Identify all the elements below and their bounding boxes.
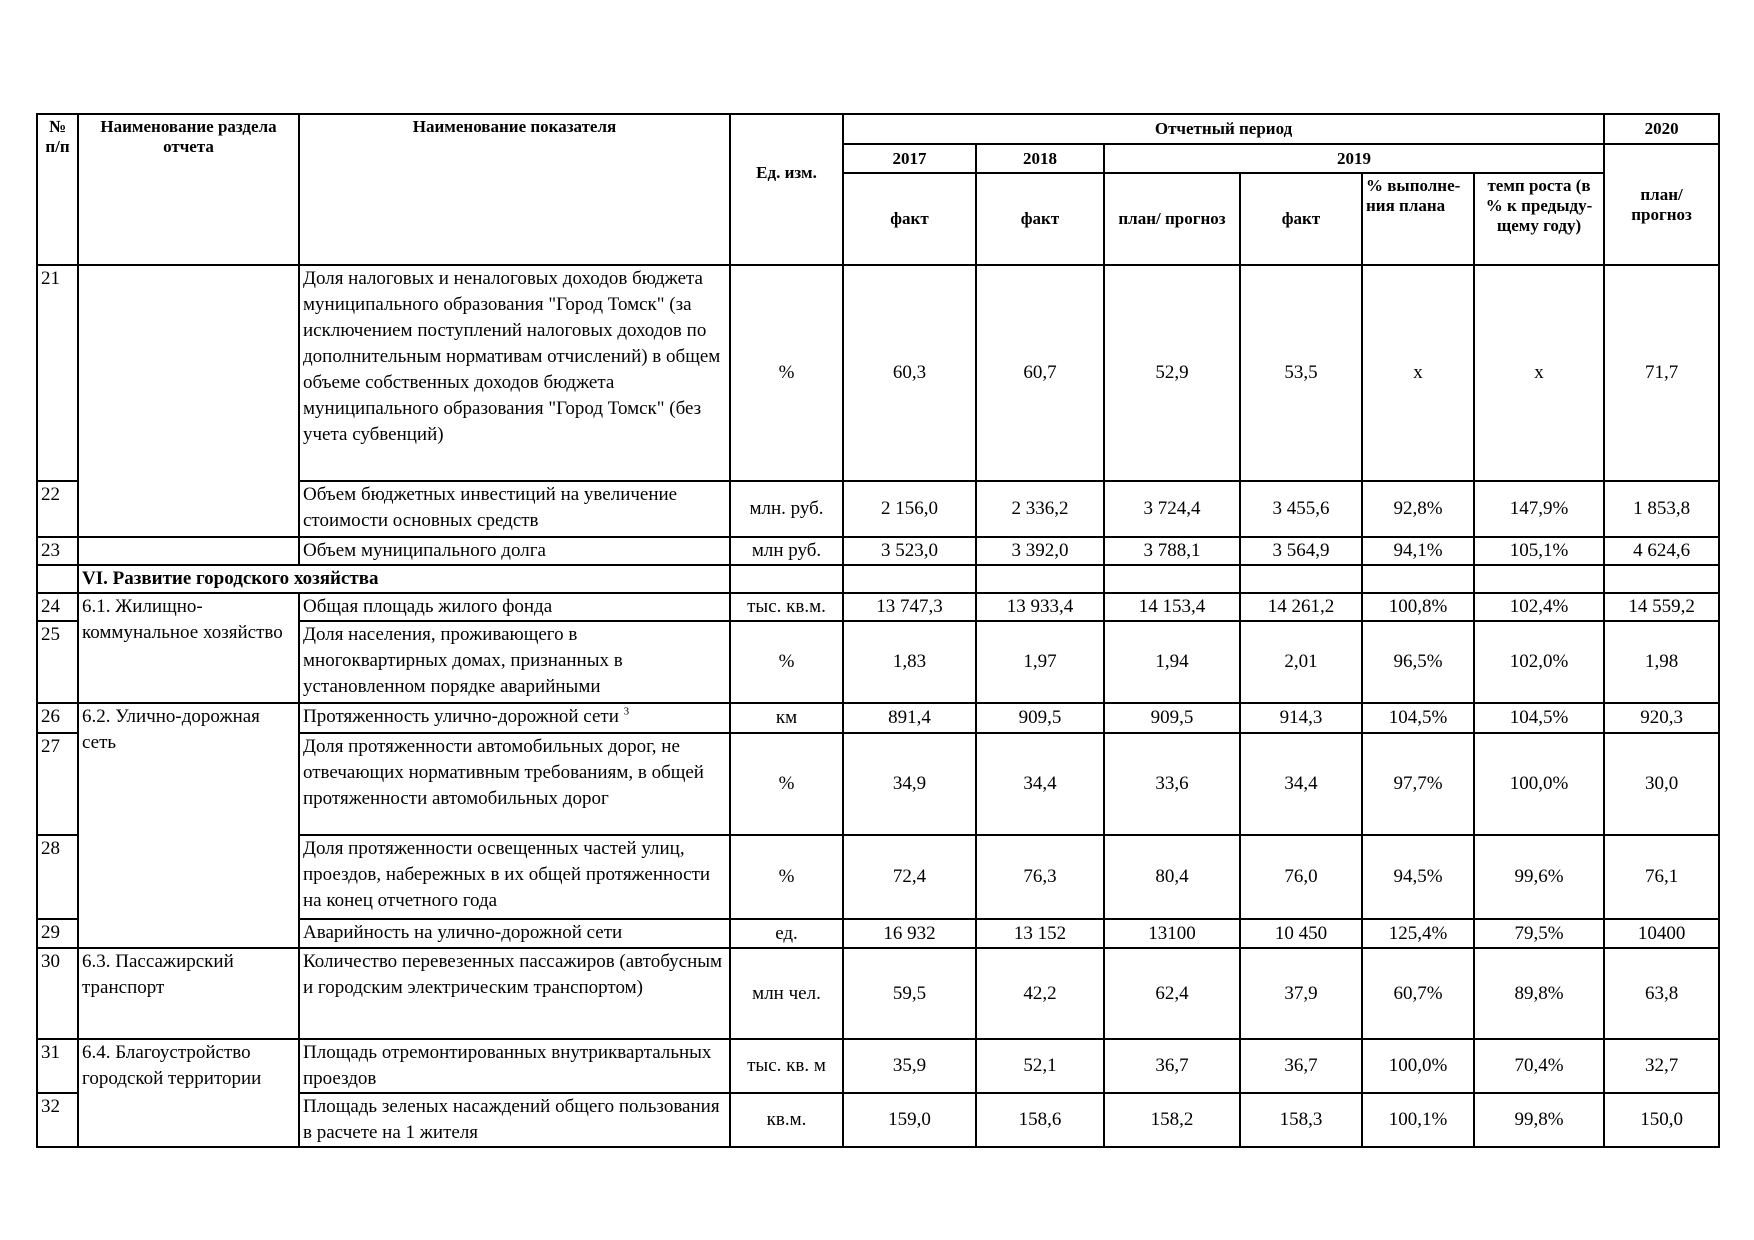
plan-2020: 32,7 xyxy=(1604,1039,1719,1093)
fact-2019: 158,3 xyxy=(1240,1093,1362,1147)
growth-rate: 147,9% xyxy=(1474,481,1604,537)
plan-2020: 4 624,6 xyxy=(1604,537,1719,565)
row-num: 25 xyxy=(37,621,78,703)
fact-2019: 914,3 xyxy=(1240,703,1362,733)
header-fact-2018: факт xyxy=(976,173,1104,265)
indicator-name: Площадь отремонтированных внутриквартальных проездов xyxy=(299,1039,730,1093)
fact-2018: 42,2 xyxy=(976,948,1104,1039)
row-num: 28 xyxy=(37,835,78,919)
unit: млн руб. xyxy=(730,537,843,565)
row-num: 26 xyxy=(37,703,78,733)
section-title: VI. Развитие городского хозяйства xyxy=(78,565,730,593)
subsection-name: 6.4. Благоустройство городской территории xyxy=(78,1039,299,1147)
row-num: 21 xyxy=(37,265,78,481)
fact-2019: 53,5 xyxy=(1240,265,1362,481)
table-row xyxy=(37,948,1719,1039)
section-row xyxy=(37,565,1719,593)
unit: % xyxy=(730,265,843,481)
indicator-name: Объем муниципального долга xyxy=(299,537,730,565)
fact-2017: 34,9 xyxy=(843,733,976,835)
plan-2019: 13100 xyxy=(1104,919,1240,948)
header-2019: 2019 xyxy=(1104,144,1604,173)
indicator-text: Протяженность улично-дорожной сети xyxy=(303,706,619,727)
plan-2019: 14 153,4 xyxy=(1104,593,1240,621)
fact-2017: 60,3 xyxy=(843,265,976,481)
unit: млн. руб. xyxy=(730,481,843,537)
plan-2019: 36,7 xyxy=(1104,1039,1240,1093)
fact-2019: 2,01 xyxy=(1240,621,1362,703)
fact-2018: 76,3 xyxy=(976,835,1104,919)
plan-2020: 150,0 xyxy=(1604,1093,1719,1147)
row-num: 24 xyxy=(37,593,78,621)
header-row-1 xyxy=(37,114,1719,144)
plan-2020: 10400 xyxy=(1604,919,1719,948)
fact-2018: 2 336,2 xyxy=(976,481,1104,537)
fact-2017: 59,5 xyxy=(843,948,976,1039)
pct-done: 100,1% xyxy=(1362,1093,1474,1147)
subsection-name: 6.2. Улично-дорожная сеть xyxy=(78,703,299,948)
fact-2017: 35,9 xyxy=(843,1039,976,1093)
fact-2018: 1,97 xyxy=(976,621,1104,703)
unit: % xyxy=(730,733,843,835)
plan-2020: 1 853,8 xyxy=(1604,481,1719,537)
growth-rate: 89,8% xyxy=(1474,948,1604,1039)
header-period: Отчетный период xyxy=(843,114,1604,144)
unit: % xyxy=(730,835,843,919)
header-plan-2019: план/ прогноз xyxy=(1104,173,1240,265)
empty-cell xyxy=(730,565,843,593)
empty-cell xyxy=(1362,565,1474,593)
growth-rate: 100,0% xyxy=(1474,733,1604,835)
pct-done: 100,0% xyxy=(1362,1039,1474,1093)
pct-done: 60,7% xyxy=(1362,948,1474,1039)
pct-done: 94,1% xyxy=(1362,537,1474,565)
fact-2018: 13 933,4 xyxy=(976,593,1104,621)
fact-2019: 34,4 xyxy=(1240,733,1362,835)
header-growth: темп роста (в % к предыду-щему году) xyxy=(1474,173,1604,265)
indicator-name: Доля протяженности автомобильных дорог, не отвечающих нормативным требованиям, в общей протяженности автомобильных дорог xyxy=(299,733,730,835)
pct-done: 97,7% xyxy=(1362,733,1474,835)
plan-2020: 76,1 xyxy=(1604,835,1719,919)
header-2018: 2018 xyxy=(976,144,1104,173)
table-row xyxy=(37,537,1719,565)
table-row xyxy=(37,703,1719,733)
indicator-name: Площадь зеленых насаждений общего пользования в расчете на 1 жителя xyxy=(299,1093,730,1147)
plan-2019: 33,6 xyxy=(1104,733,1240,835)
footnote-marker: 3 xyxy=(623,705,630,718)
header-unit: Ед. изм. xyxy=(730,114,843,265)
fact-2019: 37,9 xyxy=(1240,948,1362,1039)
fact-2018: 52,1 xyxy=(976,1039,1104,1093)
indicator-name xyxy=(299,703,730,733)
growth-rate: 70,4% xyxy=(1474,1039,1604,1093)
unit: тыс. кв.м. xyxy=(730,593,843,621)
table-row xyxy=(37,1039,1719,1093)
growth-rate: 99,6% xyxy=(1474,835,1604,919)
plan-2020: 30,0 xyxy=(1604,733,1719,835)
unit: % xyxy=(730,621,843,703)
fact-2018: 13 152 xyxy=(976,919,1104,948)
unit: тыс. кв. м xyxy=(730,1039,843,1093)
fact-2017: 13 747,3 xyxy=(843,593,976,621)
header-fact-2019: факт xyxy=(1240,173,1362,265)
row-num-empty xyxy=(37,565,78,593)
unit: км xyxy=(730,703,843,733)
report-table xyxy=(36,113,1720,1148)
fact-2017: 159,0 xyxy=(843,1093,976,1147)
plan-2019: 1,94 xyxy=(1104,621,1240,703)
plan-2019: 62,4 xyxy=(1104,948,1240,1039)
header-num: № п/п xyxy=(37,114,78,265)
empty-cell xyxy=(843,565,976,593)
header-section: Наименование раздела отчета xyxy=(78,114,299,265)
row-num: 30 xyxy=(37,948,78,1039)
pct-done: 100,8% xyxy=(1362,593,1474,621)
fact-2019: 36,7 xyxy=(1240,1039,1362,1093)
unit: кв.м. xyxy=(730,1093,843,1147)
row-num: 31 xyxy=(37,1039,78,1093)
indicator-name: Доля налоговых и неналоговых доходов бюджета муниципального образования "Город Томск" (за исключением поступлений налоговых доходов по дополнительным нормативам отчислений) в общем объеме собственных доходов бюджета муниципального образования "Город Томск" (без учета субвенций) xyxy=(299,265,730,481)
empty-cell xyxy=(1104,565,1240,593)
header-plan-2020: план/ прогноз xyxy=(1604,144,1719,265)
growth-rate: 102,0% xyxy=(1474,621,1604,703)
subsection-name: 6.3. Пассажирский транспорт xyxy=(78,948,299,1039)
plan-2020: 71,7 xyxy=(1604,265,1719,481)
subsection-name: 6.1. Жилищно-коммунальное хозяйство xyxy=(78,593,299,703)
fact-2019: 3 455,6 xyxy=(1240,481,1362,537)
plan-2019: 80,4 xyxy=(1104,835,1240,919)
plan-2020: 920,3 xyxy=(1604,703,1719,733)
header-pct-done: % выполне-ния плана xyxy=(1362,173,1474,265)
plan-2019: 158,2 xyxy=(1104,1093,1240,1147)
row-num: 29 xyxy=(37,919,78,948)
pct-done: 94,5% xyxy=(1362,835,1474,919)
indicator-name: Доля населения, проживающего в многоквартирных домах, признанных в установленном порядке аварийными xyxy=(299,621,730,703)
section-cell-empty xyxy=(78,265,299,537)
fact-2018: 3 392,0 xyxy=(976,537,1104,565)
pct-done: 96,5% xyxy=(1362,621,1474,703)
section-cell-empty xyxy=(78,537,299,565)
unit: млн чел. xyxy=(730,948,843,1039)
header-2017: 2017 xyxy=(843,144,976,173)
row-num: 22 xyxy=(37,481,78,537)
fact-2017: 891,4 xyxy=(843,703,976,733)
header-2020: 2020 xyxy=(1604,114,1719,144)
fact-2018: 909,5 xyxy=(976,703,1104,733)
fact-2017: 3 523,0 xyxy=(843,537,976,565)
plan-2020: 63,8 xyxy=(1604,948,1719,1039)
plan-2019: 3 724,4 xyxy=(1104,481,1240,537)
growth-rate: 104,5% xyxy=(1474,703,1604,733)
empty-cell xyxy=(1240,565,1362,593)
indicator-name: Количество перевезенных пассажиров (автобусным и городским электрическим транспортом) xyxy=(299,948,730,1039)
pct-done: 125,4% xyxy=(1362,919,1474,948)
pct-done: х xyxy=(1362,265,1474,481)
plan-2019: 3 788,1 xyxy=(1104,537,1240,565)
growth-rate: 79,5% xyxy=(1474,919,1604,948)
growth-rate: 99,8% xyxy=(1474,1093,1604,1147)
header-fact-2017: факт xyxy=(843,173,976,265)
unit: ед. xyxy=(730,919,843,948)
plan-2020: 1,98 xyxy=(1604,621,1719,703)
plan-2020: 14 559,2 xyxy=(1604,593,1719,621)
empty-cell xyxy=(976,565,1104,593)
fact-2019: 76,0 xyxy=(1240,835,1362,919)
header-indicator: Наименование показателя xyxy=(299,114,730,265)
growth-rate: 102,4% xyxy=(1474,593,1604,621)
fact-2019: 3 564,9 xyxy=(1240,537,1362,565)
plan-2019: 52,9 xyxy=(1104,265,1240,481)
fact-2019: 10 450 xyxy=(1240,919,1362,948)
fact-2017: 2 156,0 xyxy=(843,481,976,537)
empty-cell xyxy=(1474,565,1604,593)
pct-done: 104,5% xyxy=(1362,703,1474,733)
fact-2019: 14 261,2 xyxy=(1240,593,1362,621)
table-row xyxy=(37,593,1719,621)
fact-2018: 158,6 xyxy=(976,1093,1104,1147)
row-num: 27 xyxy=(37,733,78,835)
growth-rate: 105,1% xyxy=(1474,537,1604,565)
indicator-name: Общая площадь жилого фонда xyxy=(299,593,730,621)
indicator-name: Объем бюджетных инвестиций на увеличение стоимости основных средств xyxy=(299,481,730,537)
plan-2019: 909,5 xyxy=(1104,703,1240,733)
indicator-name: Аварийность на улично-дорожной сети xyxy=(299,919,730,948)
fact-2018: 34,4 xyxy=(976,733,1104,835)
fact-2018: 60,7 xyxy=(976,265,1104,481)
table-row xyxy=(37,265,1719,481)
fact-2017: 1,83 xyxy=(843,621,976,703)
growth-rate: х xyxy=(1474,265,1604,481)
row-num: 23 xyxy=(37,537,78,565)
fact-2017: 16 932 xyxy=(843,919,976,948)
row-num: 32 xyxy=(37,1093,78,1147)
indicator-name: Доля протяженности освещенных частей улиц, проездов, набережных в их общей протяженности на конец отчетного года xyxy=(299,835,730,919)
empty-cell xyxy=(1604,565,1719,593)
fact-2017: 72,4 xyxy=(843,835,976,919)
pct-done: 92,8% xyxy=(1362,481,1474,537)
